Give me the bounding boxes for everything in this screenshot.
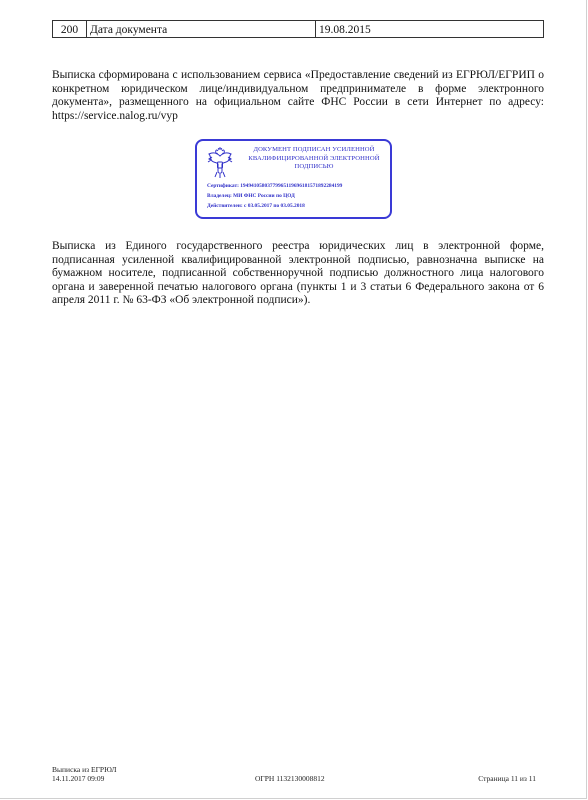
footer-datetime: 14.11.2017 09:09 [52, 774, 105, 783]
row-value: 19.08.2015 [319, 24, 371, 36]
footer-page-number: Страница 11 из 11 [478, 774, 536, 783]
footer-doc-name: Выписка из ЕГРЮЛ [52, 765, 117, 774]
row-label: Дата документа [87, 21, 316, 37]
footer-document-info [52, 765, 117, 783]
table-row [52, 20, 544, 38]
legal-notice-paragraph: Выписка из Единого государственного реестра юридических лиц в электронной форме, подписанная усиленной квалифицированной электронной подписью, равнозначна выписке на бумажном носителе, подписанной собственноручной подписью должностного лица налогового органа и заверенной печатью налогового органа (пункты 1 и 3 статьи 6 Федерального закона от 6 апреля 2011 г. № 63-ФЗ «Об электронной подписи»). [52, 240, 544, 307]
certificate-number: Сертификат: 19494105803779965119696181571892284199 [207, 183, 343, 189]
service-info-paragraph: Выписка сформирована с использованием сервиса «Предоставление сведений из ЕГРЮЛ/ЕГРИП о конкретном юридическом лице/индивидуальном предпринимателе в форме электронного документа», размещенного на официальном сайте ФНС России в сети Интернет по адресу: https://service.nalog.ru/vyp [52, 69, 544, 122]
certificate-owner: Владелец: МИ ФНС России по ЦОД [207, 193, 295, 199]
footer-ogrn: ОГРН 1132130008812 [255, 774, 325, 783]
row-number: 200 [53, 21, 87, 37]
stamp-title: ДОКУМЕНТ ПОДПИСАН УСИЛЕННОЙ КВАЛИФИЦИРОВАННОЙ ЭЛЕКТРОННОЙ ПОДПИСЬЮ [248, 146, 380, 171]
double-headed-eagle-icon [204, 147, 236, 179]
certificate-validity: Действителен: с 03.05.2017 по 03.05.2018 [207, 203, 305, 209]
electronic-signature-stamp [195, 139, 392, 219]
